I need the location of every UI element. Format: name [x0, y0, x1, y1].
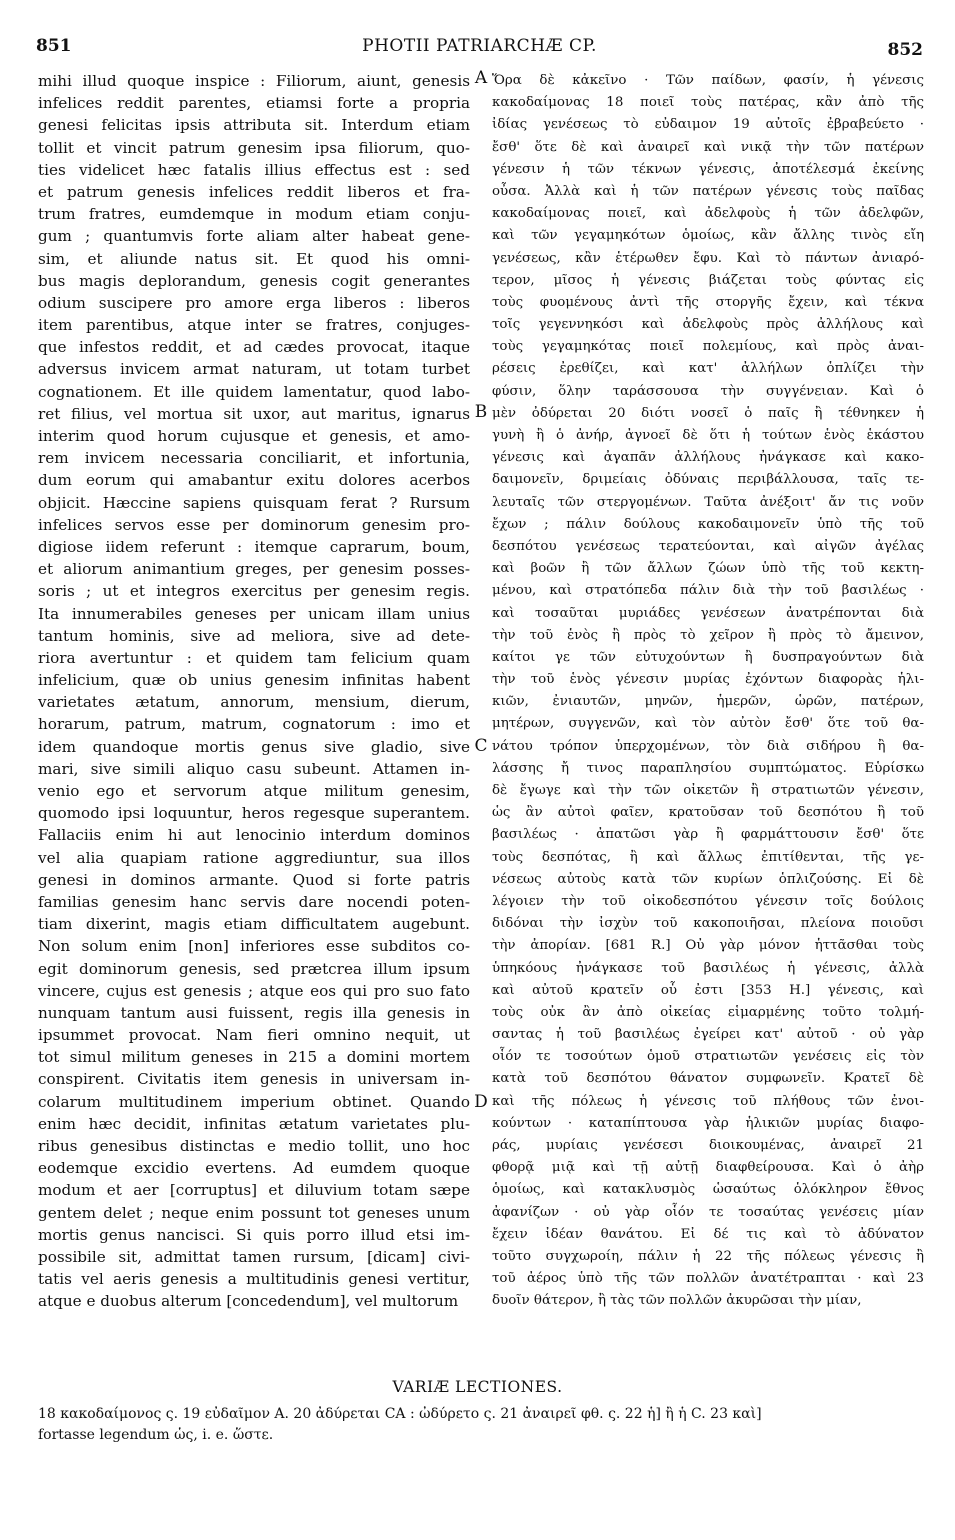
latin-text-line: venio ego et servorum atque militum genesim, [38, 782, 470, 800]
greek-text-line: ἔχειν ἰδέαν θανάτου. Εἰ δέ τις καὶ τὸ ἀδύνατον [492, 1226, 924, 1242]
latin-text-line: genesi in dominos armante. Quod si forte patris [38, 870, 470, 889]
greek-text-line: ἔσθ' ὅτε δὲ καὶ ἀναιρεῖ καὶ νικᾷ τὴν τῶν πατέρων [492, 139, 924, 155]
greek-text-line: τὴν τοῦ ἑνὸς γένεσιν μυρίας ἐχόντων διαφορὰς ἡλι- [492, 672, 924, 688]
greek-text-line: τοῦτο συγχωροίη, πάλιν ἡ 22 τῆς πόλεως γένεσις ἢ [492, 1248, 924, 1264]
latin-text-line: varietates ætatum, annorum, mensium, dierum, [38, 693, 470, 712]
greek-text-line: τοὺς οὐκ ἂν ἀπὸ οἰκείας εἱμαρμένης τοῦτο τολμή- [492, 1004, 924, 1020]
footnote-line: 18 κακοδαίμονος ς. 19 εὐδαῖμον A. 20 ἀδύρεται CA : ὠδύρετο ς. 21 ἀναιρεῖ φθ. ς. 22 ἡ] ἢ ἡ C. 23 καὶ] [38, 1406, 762, 1422]
greek-text-line: κακοδαίμονας 18 ποιεῖ τοὺς πατέρας, κἂν ἀπὸ τῆς [492, 95, 924, 111]
latin-text-line: tantum hominis, sive ad meliora, sive ad dete- [38, 626, 470, 645]
latin-text-line: egit dominorum genesis, sed prætcrea illum ipsum [38, 959, 470, 978]
latin-text-line: ribus genesibus distinctas e medio tollit, uno hoc [38, 1137, 470, 1155]
latin-text-line: eodemque excidio evertens. Ad eumdem quoque [38, 1159, 470, 1178]
greek-text-line: κατὰ τοῦ δεσπότου θάνατον συμφωνεῖν. Κρατεῖ δὲ [492, 1071, 924, 1087]
latin-text-line: infelices reddit parentes, etiamsi forte a propria [38, 94, 470, 113]
latin-text-line: horarum, patrum, matrum, cognatorum : imo et [38, 715, 470, 734]
latin-text-line: item parentibus, atque inter se fratres, conjuges- [38, 316, 470, 335]
latin-text-line: modum et aer [corruptus] et diluvium totam sæpe [38, 1181, 470, 1200]
running-title: PHOTII PATRIARCHÆ CP. [362, 36, 597, 56]
latin-text-line: colarum multitudinem imperium obtinet. Quando [38, 1092, 470, 1111]
greek-text-line: λέγοιεν τὴν τοῦ οἰκοδεσπότου γένεσιν τοῖς δούλοις [492, 893, 924, 909]
latin-text-line: trum fratres, eumdemque in modum etiam conju- [38, 205, 470, 224]
margin-letter-b: B [474, 402, 488, 422]
latin-text-line: rem invicem necessaria conciliarit, et infortunia, [38, 449, 470, 468]
greek-text-line: τοῖς γεγεννηκόσι καὶ ἀδελφοὺς πρὸς ἀλλήλους καὶ [492, 317, 924, 333]
greek-text-line: ὑπηκόους ἠνάγκασε τοῦ βασιλέως ἡ γένεσις, ἀλλὰ [492, 960, 924, 976]
greek-text-line: μὲν ὀδύρεται 20 διότι νοσεῖ ὁ παῖς ἢ τέθνηκεν ἡ [492, 405, 924, 421]
greek-text-line: καὶ τῆς πόλεως ἡ γένεσις τοῦ πλήθους τῶν ἐνοι- [492, 1093, 924, 1109]
greek-text-line: βασιλέως · ἀπατῶσι γὰρ ἢ φαρμάττουσιν ἔσθ' ὅτε [492, 827, 924, 843]
greek-text-line: δαιμονεῖν, δριμείαις ὀδύναις περιβάλλουσα, ταῖς τε- [492, 472, 924, 488]
greek-text-line: ράς, μυρίαις γενέσεσι διοικουμένας, ἀναιρεῖ 21 [492, 1138, 924, 1153]
latin-text-line: mihi illud quoque inspice : Filiorum, aiunt, genesis [38, 72, 470, 90]
greek-text-line: νέσεως αὐτοὺς κατὰ τῶν κυρίων ὁπλιζούσης. Εἰ δὲ [492, 871, 924, 887]
margin-letter-a: A [474, 68, 488, 88]
greek-text-line: ἰδίας γενέσεως τὸ εὐδαιμον 19 αὐτοῖς ἐβραβεύετο · [492, 117, 924, 133]
latin-text-line: que infestos reddit, et ad cædes provocat, itaque [38, 338, 470, 357]
latin-text-line: mortis genus nancisci. Si quis porro illud etsi im- [38, 1225, 470, 1244]
latin-text-line: tiam dixerint, magis etiam difficultatem augebunt. [38, 915, 470, 934]
latin-text-line: possibile sit, admittat tamen rursum, [dicam] civi- [38, 1247, 470, 1266]
latin-text-line: genesi felicitas ipsis attributa sit. Interdum etiam [38, 116, 470, 135]
greek-text-line: οὖσα. Ἀλλὰ καὶ ἡ τῶν πατέρων γένεσις τοὺς παῖδας [492, 183, 924, 199]
greek-text-line: ρέσεις ἐρεθίζει, καὶ κατ' ἀλλήλων ὁπλίζει τὴν [492, 361, 924, 377]
latin-text-line: gentem delet ; neque enim possunt tot geneses unum [38, 1203, 470, 1222]
latin-text-line: cognationem. Et ille quidem lamentatur, quod labo- [38, 382, 470, 401]
latin-text-line: vel alia quapiam ratione aggrediuntur, sua illos [38, 848, 470, 867]
latin-text-line: conspirent. Civitatis item genesis in universam in- [38, 1070, 470, 1089]
greek-text-line: καὶ βοῶν ἢ τῶν ἄλλων ζώων ὑπὸ τῆς τοῦ κεκτη- [492, 561, 924, 577]
greek-text-line: τὴν τοῦ ἑνὸς ἢ πρὸς τὸ χεῖρον ἢ πρὸς τὸ ἄμεινον, [492, 627, 924, 643]
latin-text-line: objicit. Hæccine sapiens quisquam ferat ? Rursum [38, 493, 470, 512]
latin-text-line: soris ; ut et integros exercitus per genesim regis. [38, 582, 470, 601]
latin-text-line: Ita innumerabiles geneses per unicam illam unius [38, 604, 470, 623]
latin-text-line: Fallaciis enim hi aut lenocinio interdum dominos [38, 826, 470, 845]
latin-text-line: nunquam tantum ausi fuissent, regis illa genesis in [38, 1003, 470, 1022]
greek-text-line: γένεσιν ἡ τῶν τέκνων γένεσις, ἀποτέλεσμά ἐκείνης [492, 161, 924, 177]
latin-text-line: gum ; quantumvis forte aliam alter habeat gene- [38, 227, 470, 246]
greek-text-line: ἔχων ; πάλιν δούλους κακοδαιμονεῖν ὑπὸ τῆς τοῦ [492, 516, 924, 532]
latin-text-line: infelices servos esse per dominorum genesim pro- [38, 515, 470, 534]
greek-text-line: ὡς ἂν αὐτοὶ φαῖεν, κρατοῦσαν τοῦ δεσπότου ἢ τοῦ [492, 805, 924, 821]
latin-text-line: tot simul militum geneses in 215 a domini mortem [38, 1048, 470, 1067]
greek-text-line: γένεσις καὶ ἀγαπᾶν ἀλλήλους ἠνάγκασε καὶ κακο- [492, 450, 924, 466]
greek-text-line: κιῶν, ἐνιαυτῶν, μηνῶν, ἡμερῶν, ὡρῶν, πατέρων, [492, 694, 924, 710]
greek-text-line: τὴν ἀπορίαν. [681 R.] Οὐ γὰρ μόνον ἡττᾶσθαι τοὺς [492, 938, 924, 954]
latin-text-line: dum eorum qui amabantur exitu dolores acerbos [38, 471, 470, 490]
greek-text-line: διδόναι τὴν ἰσχὺν τοῦ κακοποιῆσαι, πλείονα ποιοῦσι [492, 916, 924, 932]
greek-text-line: καίτοι γε τῶν εὐτυχούντων ἢ δυσπραγούντων διὰ [492, 649, 924, 665]
latin-text-line: digiose iidem referunt : itemque caprarum, boum, [38, 537, 470, 556]
latin-text-line: riora avertuntur : et quidem tam felicium quam [38, 648, 470, 667]
greek-text-line: ἀφανίζων · οὐ γὰρ οἷόν τε τοσαύτας γενέσεις μίαν [492, 1204, 924, 1220]
margin-letter-c: C [474, 736, 488, 756]
page-header [36, 36, 923, 64]
greek-text-line: μένου, καὶ στρατόπεδα πάλιν διὰ τὴν τοῦ βασιλέως · [492, 583, 924, 599]
latin-text-line: adversus invicem armat naturam, ut totam turbet [38, 360, 470, 379]
greek-text-line: τοῦ ἀέρος ὑπὸ τῆς τῶν πολλῶν ἀνατέτραπται · καὶ 23 [492, 1271, 924, 1287]
greek-text-line: τερον, μῖσος ἡ γένεσις βιάζεται τοὺς φύντας εἰς [492, 272, 924, 288]
greek-text-line: σαντας ἡ τοῦ βασιλέως ἐγείρει κατ' αὐτοῦ · οὐ γὰρ [492, 1027, 924, 1043]
latin-text-line: mari, sive simili aliquo casu subeunt. Attamen in- [38, 759, 470, 778]
latin-text-line: ret filius, vel mortua sit uxor, aut maritus, ignarus [38, 404, 470, 423]
greek-text-line: ὁμοίως, καὶ κατακλυσμὸς ὡσαύτως ὁλόκληρον ἔθνος [492, 1182, 924, 1198]
page-number-left: 851 [36, 36, 72, 56]
latin-text-line: familias genesim hanc servis dare nocendi poten- [38, 892, 470, 911]
footnote-line: fortasse legendum ὡς, i. e. ὥστε. [38, 1427, 274, 1443]
greek-text-line: δὲ ἔγωγε καὶ τὴν τῶν οἰκετῶν ἢ στρατιωτῶν γένεσιν, [492, 783, 924, 798]
latin-text-line: ipsummet provocat. Nam fieri omnino nequit, ut [38, 1026, 470, 1045]
margin-letter-d: D [474, 1092, 488, 1112]
latin-text-line: interim quod horum cujusque et genesis, et amo- [38, 427, 470, 445]
greek-text-line: λάσσης ἤ τινος παραπλησίου συμπτώματος. Εὑρίσκω [492, 760, 924, 776]
latin-text-line: tollit et vincit patrum genesim ipsa filiorum, quo- [38, 138, 470, 157]
latin-text-line: et patrum genesis infelices reddit liberos et fra- [38, 182, 470, 201]
latin-text-line: tatis vel aeris genesis a multitudinis genesi vertitur, [38, 1270, 470, 1289]
latin-text-line: bus magis deplorandum, genesis cogit generantes [38, 271, 470, 290]
greek-text-line: μητέρων, συγγενῶν, καὶ τὸν αὐτὸν ἔσθ' ὅτε τοῦ θα- [492, 716, 924, 732]
latin-text-line: idem quandoque mortis genus sive gladio, sive [38, 737, 470, 756]
variae-lectiones-heading: VARIÆ LECTIONES. [392, 1378, 563, 1396]
greek-text-line: δεσπότου γενέσεως τερατεύονται, καὶ αἰγῶν ἀγέλας [492, 538, 924, 554]
greek-text-line: γυνὴ ἢ ὁ ἀνήρ, ἀγνοεῖ δὲ ὅτι ἡ τούτων ἑνὸς ἑκάστου [492, 428, 924, 443]
greek-text-line: φθορᾷ μιᾷ καὶ τῇ αὐτῇ διαφθείρουσα. Καὶ ὁ ἀὴρ [492, 1160, 924, 1176]
greek-text-line: κούντων · καταπίπτουσα γὰρ ἡλικιῶν μυρίας διαφο- [492, 1115, 924, 1131]
latin-text-line: Non solum enim [non] inferiores esse subditos co- [38, 937, 470, 956]
footnotes [38, 1404, 923, 1446]
latin-text-line: sim, et aliunde natus sit. Et quod his omni- [38, 249, 470, 268]
latin-text-line: ties videlicet hæc fatalis illius effectus est : sed [38, 160, 470, 179]
latin-column [38, 70, 470, 1313]
greek-text-line: κακοδαίμονας ποιεῖ, καὶ ἀδελφοὺς ἡ τῶν ἀδελφῶν, [492, 206, 924, 222]
greek-text-line: δυοῖν θάτερον, ἢ τὰς τῶν πολλῶν ἀκυρῶσαι τὴν μίαν, [492, 1293, 862, 1309]
greek-text-line: καὶ τῶν γεγαμηκότων ὁμοίως, κἂν ἄλλης τινὸς εἴη [492, 228, 924, 244]
greek-text-line: οἷόν τε τοσούτων ὁμοῦ στρατιωτῶν γενέσεις εἰς τὸν [492, 1049, 924, 1065]
latin-text-line: vincere, cujus est genesis ; atque eos qui pro suo fato [38, 981, 470, 1000]
latin-text-line: quomodo ipsi loquuntur, heros regesque superantem. [38, 804, 470, 823]
greek-text-line: νάτου τρόπον ὑπερχομένων, τὸν διὰ σιδήρου ἢ θα- [492, 738, 924, 754]
latin-text-line: odium suscipere pro amore erga liberos : liberos [38, 293, 470, 312]
latin-text-line: et aliorum animantium greges, per genesim posses- [38, 560, 470, 579]
latin-text-line: enim hæc decidit, infinitas ætatum varietates plu- [38, 1114, 470, 1133]
greek-text-line: καὶ τοσαῦται μυριάδες γενέσεων ἀνατρέπονται διὰ [492, 605, 924, 621]
greek-column [492, 70, 924, 1313]
greek-text-line: καὶ αὐτοῦ κρατεῖν οὗ ἐστι [353 H.] γένεσις, καὶ [492, 982, 924, 998]
latin-text-line: infelicium, quæ ob unius genesim infinitas habent [38, 671, 470, 690]
greek-text-line: τοὺς γεγαμηκότας ποιεῖ πολεμίους, καὶ πρὸς ἀναι- [492, 339, 924, 355]
greek-text-line: φύσιν, ὅλην ταράσσουσα τὴν συγγένειαν. Καὶ ὁ [492, 383, 924, 399]
greek-text-line: Ὅρα δὲ κἀκεῖνο · Τῶν παίδων, φασίν, ἡ γένεσις [492, 73, 924, 88]
latin-text-line: atque e duobus alterum [concedendum], vel multorum [38, 1292, 459, 1311]
page-number-right: 852 [887, 40, 923, 60]
greek-text-line: τοὺς φυομένους ἀντὶ τῆς στοργῆς ἔχειν, καὶ τέκνα [492, 294, 924, 310]
greek-text-line: τοὺς δεσπότας, ἢ καὶ ἄλλως ἐπιτίθενται, τῆς γε- [492, 849, 924, 865]
greek-text-line: λευταῖς τῶν στεργομένων. Ταῦτα ἀνέξοιτ' ἄν τις νοῦν [492, 494, 924, 510]
greek-text-line: γενέσεως, κἂν ἑτέρωθεν ἔφυ. Καὶ τὸ πάντων ἀνιαρό- [492, 250, 924, 266]
